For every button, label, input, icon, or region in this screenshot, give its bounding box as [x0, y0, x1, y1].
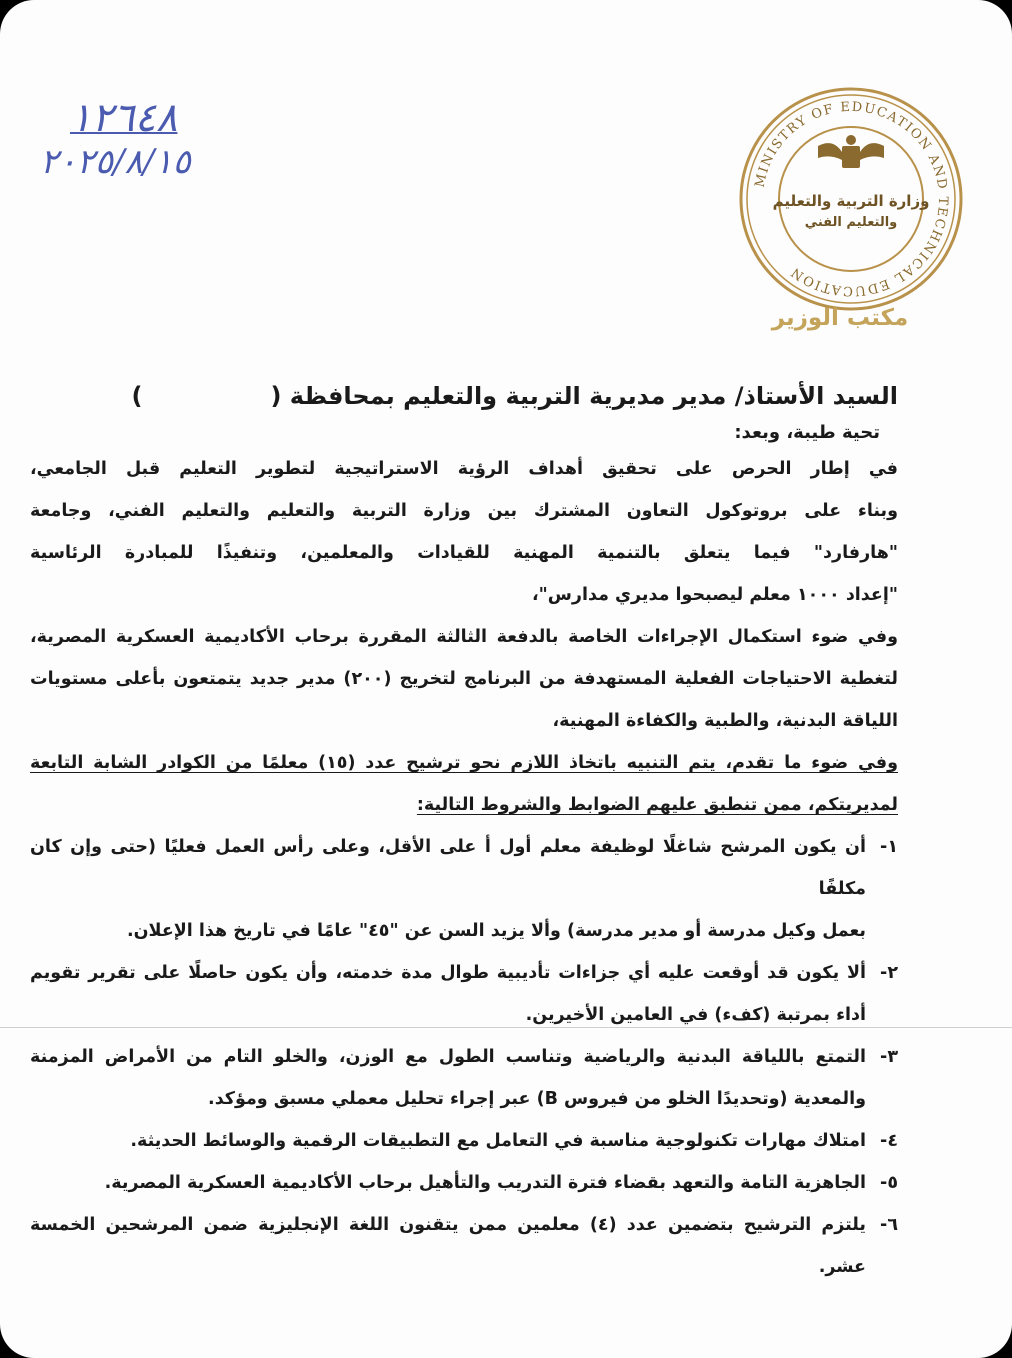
paragraph-line: وبناء على بروتوكول التعاون المشترك بين وزارة التربية والتعليم والتعليم الفني، وجامعة: [30, 501, 898, 521]
condition-number: ٣-: [880, 1047, 898, 1067]
paragraph-line: "هارفارد" فيما يتعلق بالتنمية المهنية للقيادات والمعلمين، وتنفيذًا للمبادرة الرئاسية: [30, 543, 898, 563]
svg-text:وزارة التربية والتعليم: وزارة التربية والتعليم: [772, 192, 930, 210]
condition-number: ١-: [880, 837, 898, 857]
condition-line: امتلاك مهارات تكنولوجية مناسبة في التعامل مع التطبيقات الرقمية والوسائط الحديثة.: [130, 1131, 866, 1151]
addressee-text: السيد الأستاذ/ مدير مديرية التربية والتعليم بمحافظة (: [270, 382, 898, 410]
paragraph-line: اللياقة البدنية، والطبية والكفاءة المهنية،: [552, 711, 898, 731]
addressee-close-paren: ): [131, 382, 143, 410]
condition-number: ٤-: [880, 1131, 898, 1151]
handwritten-date: ٢٠٢٥/٨/١٥: [40, 142, 191, 182]
condition-line: أداء بمرتبة (كفء) في العامين الأخيرين.: [525, 1005, 866, 1025]
scan-fold-line: [0, 1027, 1012, 1028]
condition-line: والمعدية (وتحديدًا الخلو من فيروس B) عبر إجراء تحليل معملي مسبق ومؤكد.: [208, 1089, 866, 1109]
condition-line: بعمل وكيل مدرسة أو مدير مدرسة) وألا يزيد السن عن "٤٥" عامًا في تاريخ هذا الإعلان.: [126, 921, 866, 941]
paragraph-line: لمديريتكم، ممن تنطبق عليهم الضوابط والشروط التالية:: [416, 795, 898, 815]
paragraph-line: في إطار الحرص على تحقيق أهداف الرؤية الاستراتيجية لتطوير التعليم قبل الجامعي،: [30, 459, 898, 479]
seal-ring-text: MINISTRY OF EDUCATION AND TECHNICAL EDUCATION: [752, 99, 951, 299]
office-label: مكتب الوزير: [771, 305, 909, 331]
paragraph-line: وفي ضوء ما تقدم، يتم التنبيه باتخاذ اللازم نحو ترشيح عدد (١٥) معلمًا من الكوادر الشابة التابعة: [30, 753, 898, 773]
condition-line: التمتع باللياقة البدنية والرياضية وتناسب الطول مع الوزن، والخلو التام من الأمراض المزمنة: [30, 1047, 866, 1067]
condition-line: يلتزم الترشيح بتضمين عدد (٤) معلمين ممن يتقنون اللغة الإنجليزية ضمن المرشحين الخمسة: [30, 1215, 866, 1235]
paragraph-line: وفي ضوء استكمال الإجراءات الخاصة بالدفعة الثالثة المقررة برحاب الأكاديمية العسكرية المصرية،: [30, 627, 898, 647]
condition-line: الجاهزية التامة والتعهد بقضاء فترة التدريب والتأهيل برحاب الأكاديمية العسكرية المصرية.: [104, 1173, 866, 1193]
condition-number: ٥-: [880, 1173, 898, 1193]
greeting: تحية طيبة، وبعد:: [734, 422, 880, 443]
ministry-seal-logo: [738, 86, 964, 312]
addressee-line: [30, 382, 898, 422]
condition-item: [30, 1036, 898, 1120]
condition-item: [30, 952, 898, 1036]
paragraph-line: لتغطية الاحتياجات الفعلية المستهدفة من البرنامج لتخريج (٢٠٠) مدير جديد يتمتعون بأعلى مستويات: [30, 669, 898, 689]
paragraph-context: [30, 616, 898, 742]
letter-body: [30, 382, 898, 1288]
paragraph-intro: [30, 448, 898, 616]
condition-line: أن يكون المرشح شاغلًا لوظيفة معلم أول أ على الأقل، وعلى رأس العمل فعليًا (حتى وإن كان مكلفًا: [30, 837, 866, 899]
condition-item: [30, 1162, 898, 1204]
svg-text:والتعليم الفني: والتعليم الفني: [804, 215, 898, 230]
paragraph-directive: [30, 742, 898, 826]
condition-item: [30, 1204, 898, 1288]
handwritten-number: ١٢٦٤٨: [70, 95, 178, 141]
paragraph-line: "إعداد ١٠٠٠ معلم ليصبحوا مديري مدارس"،: [531, 585, 898, 605]
condition-line: عشر.: [818, 1257, 866, 1277]
condition-item: [30, 826, 898, 952]
condition-line: ألا يكون قد أوقعت عليه أي جزاءات تأديبية طوال مدة خدمته، وأن يكون حاصلًا على تقرير تقويم: [30, 963, 866, 983]
condition-number: ٦-: [880, 1215, 898, 1235]
condition-number: ٢-: [880, 963, 898, 983]
handwritten-reference: [40, 95, 191, 182]
condition-item: [30, 1120, 898, 1162]
